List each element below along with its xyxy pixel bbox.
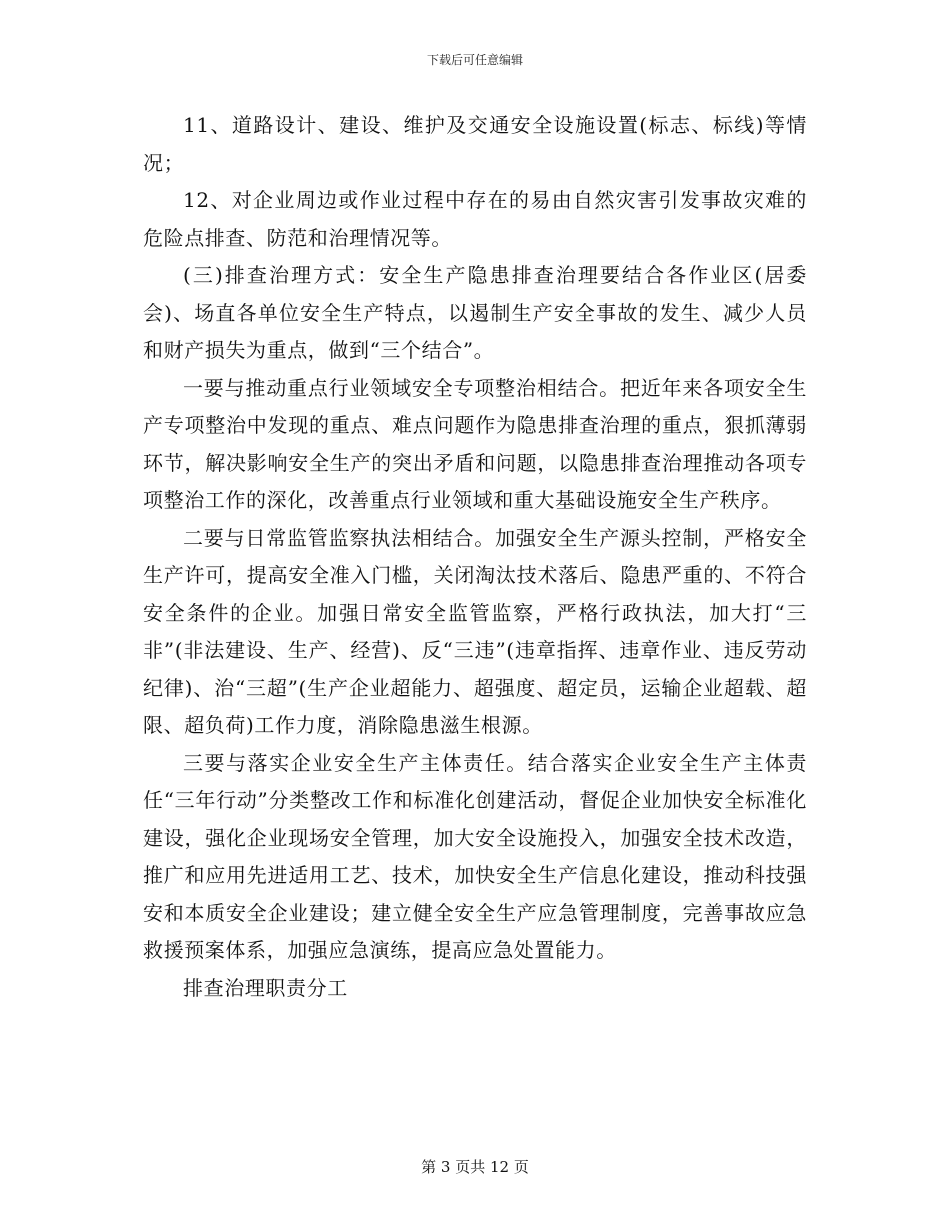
page-header: 下载后可任意编辑 [426,53,523,67]
paragraph-second-combination: 二要与日常监管监察执法相结合。加强安全生产源头控制，严格安全生产许可，提高安全准入门槛，关闭淘汰技术落后、隐患严重的、不符合安全条件的企业。加强日常安全监管监察，严格行政执法，加大打“三非”(非法建设、生产、经营)、反“三违”(违章指挥、违章作业、违反劳动纪律)、治“三超”(生产企业超能力、超强度、超定员，运输企业超载、超限、超负荷)工作力度，消除隐患滋生根源。 [143,525,807,737]
paragraph-method: (三)排查治理方式：安全生产隐患排查治理要结合各作业区(居委会)、场直各单位安全生产特点，以遏制生产安全事故的发生、减少人员和财产损失为重点，做到“三个结合”。 [143,263,807,362]
paragraph-third-combination: 三要与落实企业安全生产主体责任。结合落实企业安全生产主体责任“三年行动”分类整改工作和标准化创建活动，督促企业加快安全标准化建设，强化企业现场安全管理，加大安全设施投入，加强安全技术改造，推广和应用先进适用工艺、技术，加快安全生产信息化建设，推动科技强安和本质安全企业建设；建立健全安全生产应急管理制度，完善事故应急救援预案体系，加强应急演练，提高应急处置能力。 [143,750,807,962]
paragraph-first-combination: 一要与推动重点行业领域安全专项整治相结合。把近年来各项安全生产专项整治中发现的重点、难点问题作为隐患排查治理的重点，狠抓薄弱环节，解决影响安全生产的突出矛盾和问题，以隐患排查治理推动各项专项整治工作的深化，改善重点行业领域和重大基础设施安全生产秩序。 [143,375,807,512]
paragraph-item-11: 11、道路设计、建设、维护及交通安全设施设置(标志、标线)等情况； [143,113,807,175]
section-heading: 排查治理职责分工 [183,975,348,1000]
page-number: 第 3 页共 12 页 [421,1158,529,1176]
document-body [143,107,807,1007]
paragraph-item-12: 12、对企业周边或作业过程中存在的易由自然灾害引发事故灾难的危险点排查、防范和治理情况等。 [143,188,807,250]
